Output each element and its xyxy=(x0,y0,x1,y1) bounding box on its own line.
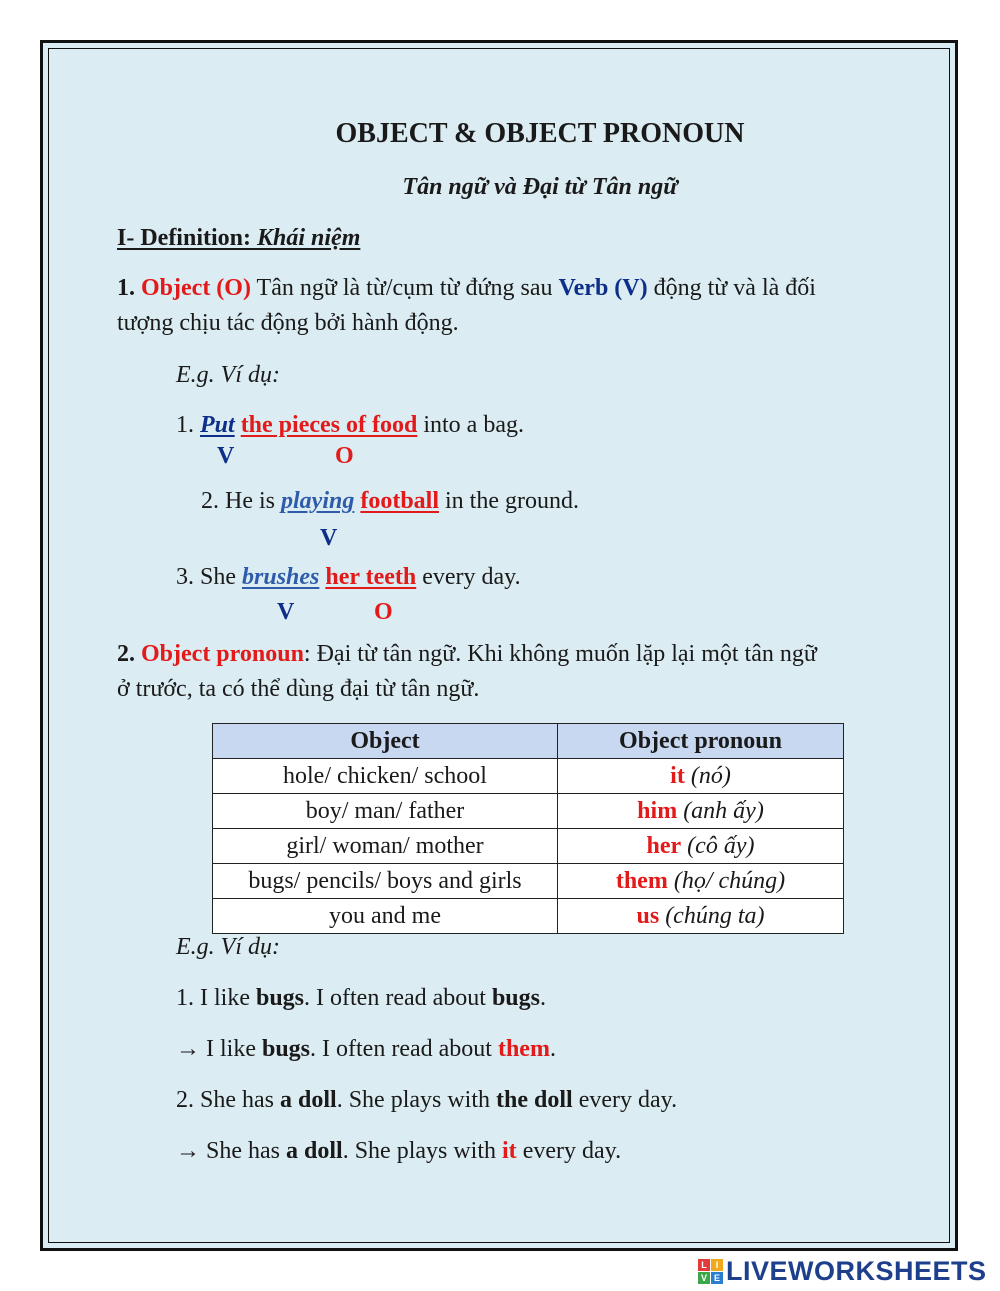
liveworksheets-logo[interactable] xyxy=(698,1255,987,1286)
example-prefix: 1. xyxy=(176,412,200,438)
example-line-3 xyxy=(176,1087,677,1114)
pronoun-term: Object pronoun xyxy=(141,641,304,667)
table-row xyxy=(213,759,844,794)
object-definition xyxy=(117,275,816,302)
text: . She plays with xyxy=(342,1138,503,1164)
example-line-4 xyxy=(176,1138,621,1165)
bold-noun: bugs xyxy=(491,985,540,1011)
example-verb: Put xyxy=(200,412,235,438)
section-heading xyxy=(117,225,360,252)
definition-number: 2. xyxy=(117,641,141,667)
verb-marker: V xyxy=(320,525,338,551)
example-line-2 xyxy=(176,1036,556,1063)
text: every day. xyxy=(572,1087,678,1113)
pronoun-meaning: (nó) xyxy=(684,762,731,789)
object-marker: O xyxy=(374,599,393,625)
object-definition-line2: tượng chịu tác động bởi hành động. xyxy=(117,310,459,336)
example-object: her teeth xyxy=(325,564,417,590)
pronoun: her xyxy=(646,832,682,859)
text: . I often read about xyxy=(304,985,492,1011)
highlighted-pronoun: it xyxy=(502,1138,517,1164)
example-sentence-3 xyxy=(176,564,521,591)
example-prefix: 3. She xyxy=(176,564,242,590)
pronoun-cell xyxy=(558,864,844,899)
table-row xyxy=(213,794,844,829)
pronoun-cell xyxy=(558,759,844,794)
table-row xyxy=(213,829,844,864)
logo-mark-v: V xyxy=(698,1272,710,1284)
section-heading-en: I- Definition: xyxy=(117,225,257,251)
example-suffix: every day. xyxy=(416,564,521,590)
column-header-object: Object xyxy=(213,724,558,759)
object-term: Object (O) xyxy=(141,275,251,301)
pronoun-cell xyxy=(558,829,844,864)
object-cell: girl/ woman/ mother xyxy=(213,829,558,864)
pronoun: him xyxy=(637,797,678,824)
definition-text: : Đại từ tân ngữ. Khi không muốn lặp lại một tân ngữ xyxy=(303,641,817,667)
logo-mark-l: L xyxy=(698,1259,710,1271)
pronoun-cell xyxy=(558,899,844,934)
example-sentence-2 xyxy=(201,488,579,515)
pronoun-meaning: (anh ấy) xyxy=(677,797,764,824)
column-header-pronoun: Object pronoun xyxy=(558,724,844,759)
table-row xyxy=(213,864,844,899)
example-prefix: 2. He is xyxy=(201,488,281,514)
text: 2. She has xyxy=(176,1087,280,1113)
pronoun: them xyxy=(615,867,668,894)
table-header-row xyxy=(213,724,844,759)
bold-noun: bugs xyxy=(255,985,305,1011)
highlighted-pronoun: them xyxy=(497,1036,550,1062)
example-line-1 xyxy=(176,985,546,1012)
text: She has xyxy=(200,1138,286,1164)
text: . xyxy=(540,985,546,1011)
example-object: football xyxy=(360,488,440,514)
pronoun-meaning: (chúng ta) xyxy=(659,902,765,929)
text: . xyxy=(549,1036,556,1062)
page-title: OBJECT & OBJECT PRONOUN xyxy=(335,118,745,149)
example-suffix: into a bag. xyxy=(417,412,524,438)
text: . I often read about xyxy=(310,1036,498,1062)
pronoun: us xyxy=(636,902,660,929)
example-label-2: E.g. Ví dụ: xyxy=(176,934,280,960)
pronoun-meaning: (họ/ chúng) xyxy=(667,867,786,894)
section-heading-vi: Khái niệm xyxy=(257,225,361,251)
pronoun: it xyxy=(670,762,685,789)
pronoun-cell xyxy=(558,794,844,829)
text: . She plays with xyxy=(336,1087,497,1113)
table-row xyxy=(213,899,844,934)
pronoun-definition xyxy=(117,641,817,668)
logo-mark-e: E xyxy=(711,1272,723,1284)
definition-number: 1. xyxy=(117,275,141,301)
bold-noun: bugs xyxy=(261,1036,311,1062)
text: every day. xyxy=(516,1138,622,1164)
object-cell: hole/ chicken/ school xyxy=(213,759,558,794)
example-verb: brushes xyxy=(242,564,320,590)
object-cell: boy/ man/ father xyxy=(213,794,558,829)
definition-text: Tân ngữ là từ/cụm từ đứng sau xyxy=(250,275,559,301)
pronoun-table xyxy=(212,723,844,934)
logo-mark-i: I xyxy=(711,1259,723,1271)
example-sentence-1 xyxy=(176,412,524,439)
object-marker: O xyxy=(335,443,354,469)
verb-marker: V xyxy=(217,443,235,469)
example-suffix: in the ground. xyxy=(439,488,579,514)
arrow-icon: → xyxy=(176,1036,200,1062)
page-subtitle: Tân ngữ và Đại từ Tân ngữ xyxy=(402,174,678,200)
text: 1. I like xyxy=(176,985,256,1011)
object-cell: bugs/ pencils/ boys and girls xyxy=(213,864,558,899)
pronoun-definition-line2: ở trước, ta có thể dùng đại từ tân ngữ. xyxy=(117,676,480,702)
logo-text: LIVEWORKSHEETS xyxy=(726,1255,987,1286)
verb-marker: V xyxy=(277,599,295,625)
bold-noun: the doll xyxy=(496,1087,573,1113)
example-verb: playing xyxy=(281,488,355,514)
example-label: E.g. Ví dụ: xyxy=(176,362,280,388)
verb-term: Verb (V) xyxy=(558,275,648,301)
logo-mark-icon xyxy=(698,1259,723,1284)
bold-noun: a doll xyxy=(280,1087,337,1113)
pronoun-meaning: (cô ấy) xyxy=(681,832,755,859)
example-object: the pieces of food xyxy=(240,412,418,438)
bold-noun: a doll xyxy=(286,1138,343,1164)
definition-text-2: động từ và là đối xyxy=(647,275,816,301)
object-cell: you and me xyxy=(213,899,558,934)
text: I like xyxy=(200,1036,262,1062)
arrow-icon: → xyxy=(176,1138,200,1164)
